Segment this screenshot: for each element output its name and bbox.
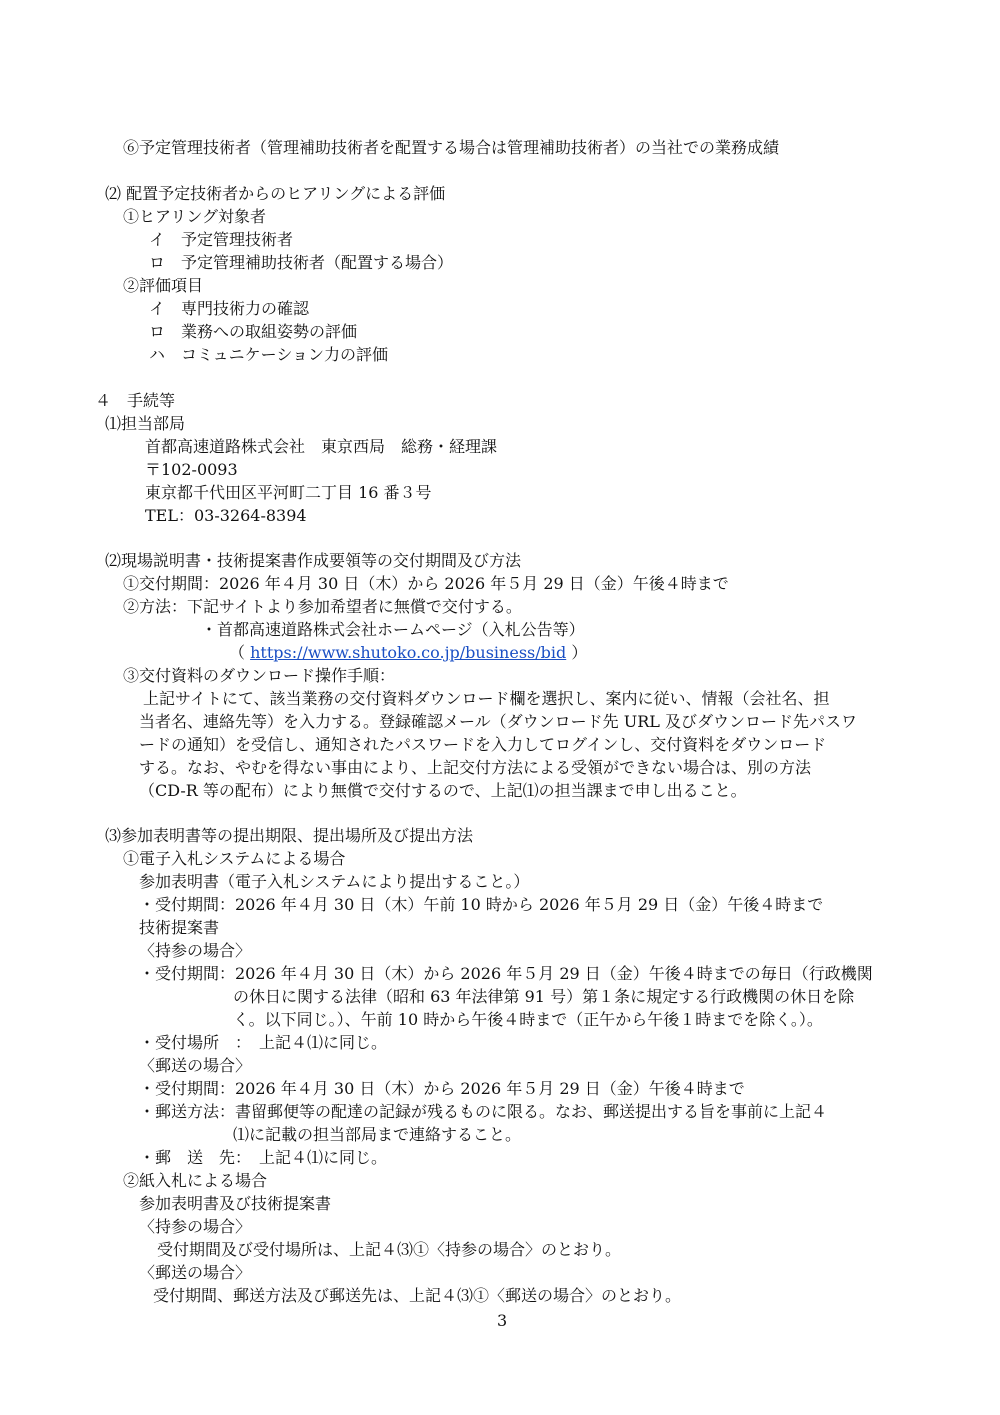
electronic-application: 参加表明書（電子入札システムにより提出すること。） — [139, 872, 530, 891]
hearing-target-b: ロ 予定管理補助技術者（配置する場合） — [149, 253, 454, 272]
bring-period-line-3: く。以下同じ。）、午前 10 時から午後４時まで（正午から午後１時までを除く。）。 — [233, 1010, 823, 1029]
evaluation-item-6: ⑥予定管理技術者（管理補助技術者を配置する場合は管理補助技術者）の当社での業務成績 — [123, 138, 780, 157]
paper-bid-label: ②紙入札による場合 — [123, 1171, 268, 1190]
hearing-target-a: イ 予定管理技術者 — [149, 230, 294, 249]
distribution-period: ①交付期間：2026 年４月 30 日（木）から 2026 年５月 29 日（金）午後４時まで — [123, 574, 729, 593]
paper-mail-label: 〈郵送の場合〉 — [139, 1263, 252, 1282]
download-steps-line-1: 上記サイトにて、該当業務の交付資料ダウンロード欄を選択し、案内に従い、情報（会社名、担 — [143, 689, 830, 708]
evaluation-item-a: イ 専門技術力の確認 — [149, 299, 310, 318]
section-heading-procedures: ４ 手続等 — [95, 391, 176, 410]
url-open-paren: （ — [229, 643, 251, 662]
evaluation-items-label: ②評価項目 — [123, 276, 204, 295]
download-steps-line-3: ードの通知）を受信し、通知されたパスワードを入力してログインし、交付資料をダウンロード — [139, 735, 827, 754]
hearing-targets-label: ①ヒアリング対象者 — [123, 207, 267, 226]
distribution-site: ・首都高速道路株式会社ホームページ（入札公告等） — [201, 620, 585, 639]
electronic-bid-label: ①電子入札システムによる場合 — [123, 849, 346, 868]
mail-case-label: 〈郵送の場合〉 — [139, 1056, 252, 1075]
bring-period-line-1: ・受付期間：2026 年４月 30 日（木）から 2026 年５月 29 日（金）午後４時までの毎日（行政機関 — [139, 964, 873, 983]
section-heading-submission: ⑶参加表明書等の提出期限、提出場所及び提出方法 — [105, 826, 474, 845]
mail-period: ・受付期間：2026 年４月 30 日（木）から 2026 年５月 29 日（金）午後４時まで — [139, 1079, 745, 1098]
bid-page-link[interactable]: https://www.shutoko.co.jp/business/bid — [250, 643, 567, 662]
paper-bid-documents: 参加表明書及び技術提案書 — [139, 1194, 332, 1213]
evaluation-item-b: ロ 業務への取組姿勢の評価 — [149, 322, 358, 341]
mail-method-line-1: ・郵送方法：書留郵便等の配達の記録が残るものに限る。なお、郵送提出する旨を事前に上記４ — [139, 1102, 828, 1121]
bring-period-line-2: の休日に関する法律（昭和 63 年法律第 91 号）第１条に規定する行政機関の休日を除 — [233, 987, 855, 1006]
page-number: 3 — [497, 1311, 508, 1330]
distribution-url-line — [229, 642, 587, 664]
bring-case-label: 〈持参の場合〉 — [139, 941, 252, 960]
dept-name: 首都高速道路株式会社 東京西局 総務・経理課 — [145, 437, 498, 456]
download-steps-line-5: （CD-R 等の配布）により無償で交付するので、上記⑴の担当課まで申し出ること。 — [139, 781, 747, 800]
dept-address: 東京都千代田区平河町二丁目 16 番３号 — [145, 483, 432, 502]
bring-place: ・受付場所 ： 上記４⑴に同じ。 — [139, 1033, 388, 1052]
mail-destination: ・郵 送 先： 上記４⑴に同じ。 — [139, 1148, 388, 1167]
distribution-method: ②方法：下記サイトより参加希望者に無償で交付する。 — [123, 597, 522, 616]
dept-heading: ⑴担当部局 — [105, 414, 186, 433]
electronic-application-period: ・受付期間：2026 年４月 30 日（木）午前 10 時から 2026 年５月 29 日（金）午後４時まで — [139, 895, 824, 914]
download-steps-label: ③交付資料のダウンロード操作手順： — [123, 666, 396, 685]
paper-bring-label: 〈持参の場合〉 — [139, 1217, 252, 1236]
paper-mail-text: 受付期間、郵送方法及び郵送先は、上記４⑶①〈郵送の場合〉のとおり。 — [153, 1286, 682, 1305]
download-steps-line-4: する。なお、やむを得ない事由により、上記交付方法による受領ができない場合は、別の方法 — [139, 758, 812, 777]
section-heading-hearing: ⑵ 配置予定技術者からのヒアリングによる評価 — [105, 184, 446, 203]
dept-postal-code: 〒102-0093 — [145, 460, 238, 479]
download-steps-line-2: 当者名、連絡先等）を入力する。登録確認メール（ダウンロード先 URL 及びダウンロード先パスワ — [139, 712, 858, 731]
electronic-tech-proposal: 技術提案書 — [139, 918, 220, 937]
section-heading-distribution: ⑵現場説明書・技術提案書作成要領等の交付期間及び方法 — [105, 551, 522, 570]
url-close-paren: ） — [566, 643, 588, 662]
paper-bring-text: 受付期間及び受付場所は、上記４⑶①〈持参の場合〉のとおり。 — [157, 1240, 622, 1259]
evaluation-item-c: ハ コミュニケーション力の評価 — [149, 345, 389, 364]
dept-tel: TEL：03-3264-8394 — [145, 506, 307, 525]
mail-method-line-2: ⑴に記載の担当部局まで連絡すること。 — [233, 1125, 522, 1144]
